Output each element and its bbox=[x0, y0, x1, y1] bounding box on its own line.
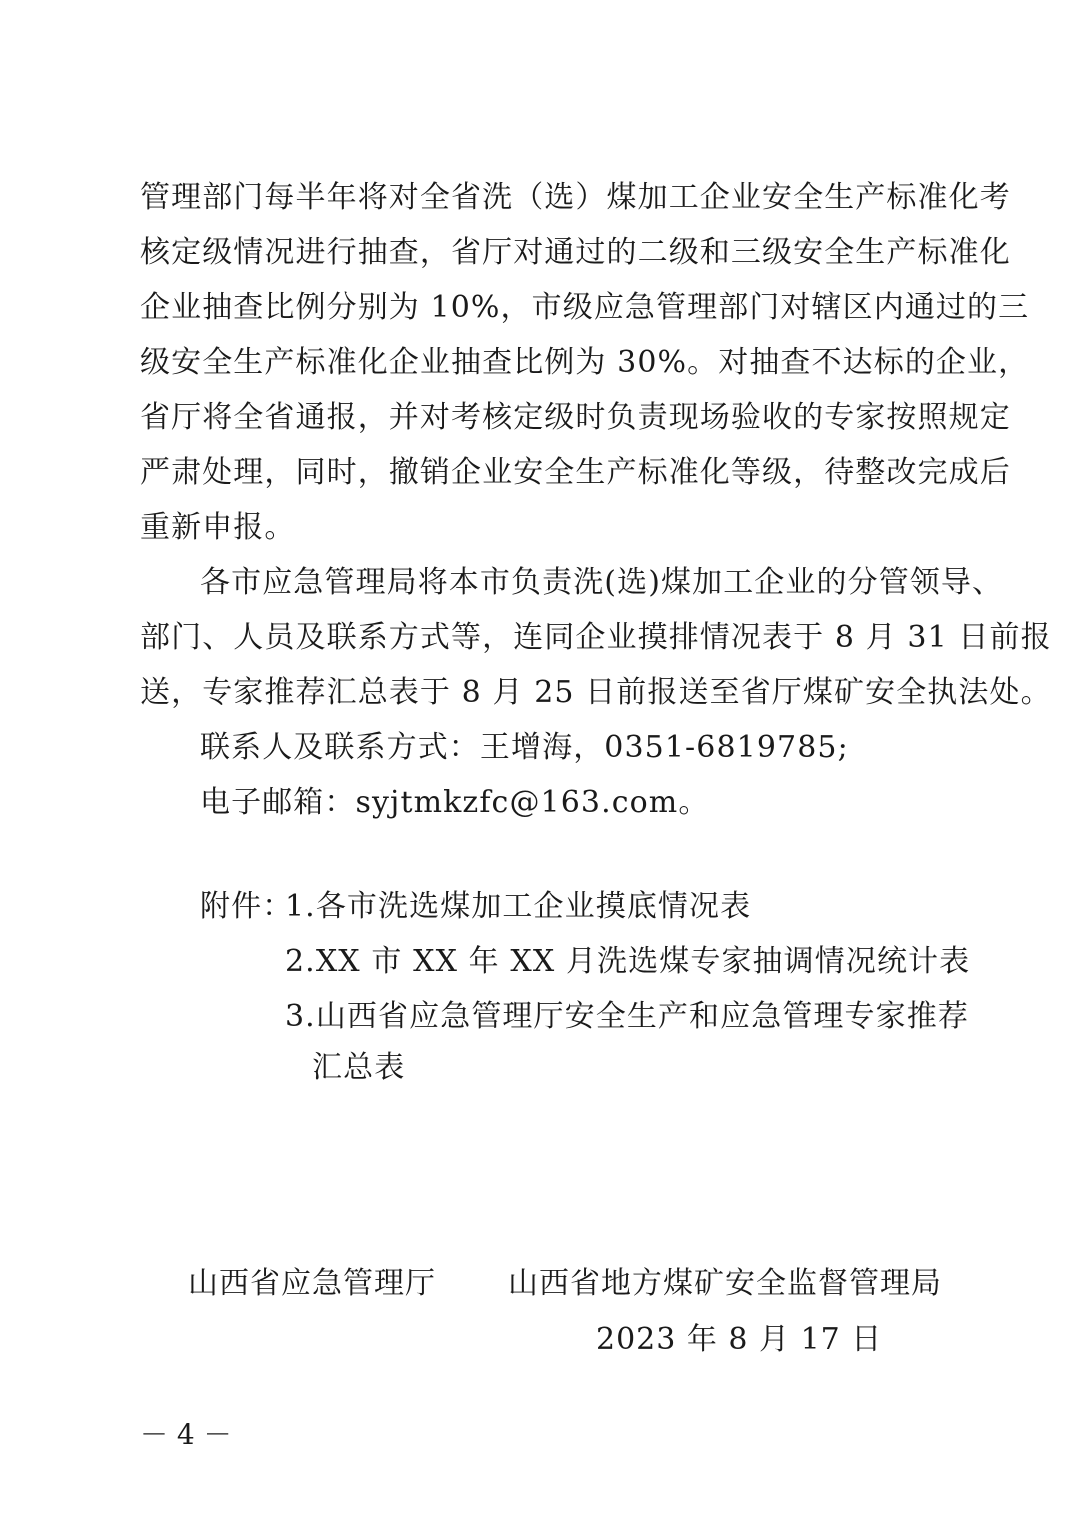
para1-line-5: 省厅将全省通报，并对考核定级时负责现场验收的专家按照规定 bbox=[140, 400, 1011, 435]
page-number: － 4 － bbox=[140, 1418, 232, 1451]
para1-line-1: 管理部门每半年将对全省洗（选）煤加工企业安全生产标准化考 bbox=[140, 180, 1011, 215]
signature-org-coal-safety: 山西省地方煤矿安全监督管理局 bbox=[508, 1266, 942, 1301]
para1-line-3: 企业抽查比例分别为 10%，市级应急管理部门对辖区内通过的三 bbox=[140, 290, 1030, 325]
contact-info: 联系人及联系方式：王增海，0351-6819785; bbox=[200, 730, 849, 765]
para1-line-2: 核定级情况进行抽查，省厅对通过的二级和三级安全生产标准化 bbox=[140, 235, 1011, 270]
para2-line-3: 送，专家推荐汇总表于 8 月 25 日前报送至省厅煤矿安全执法处。 bbox=[140, 675, 1052, 710]
signature-date: 2023 年 8 月 17 日 bbox=[596, 1322, 883, 1357]
attachment-item-3: 3.山西省应急管理厅安全生产和应急管理专家推荐 bbox=[285, 999, 969, 1034]
attachment-item-1: 1.各市洗选煤加工企业摸底情况表 bbox=[285, 889, 752, 924]
email-info: 电子邮箱：syjtmkzfc@163.com。 bbox=[200, 785, 710, 820]
para1-line-6: 严肃处理，同时，撤销企业安全生产标准化等级，待整改完成后 bbox=[140, 455, 1011, 490]
para2-line-1: 各市应急管理局将本市负责洗(选)煤加工企业的分管领导、 bbox=[200, 565, 1004, 600]
para1-line-7: 重新申报。 bbox=[140, 510, 296, 545]
para1-line-4: 级安全生产标准化企业抽查比例为 30%。对抽查不达标的企业， bbox=[140, 345, 1030, 380]
para2-line-2: 部门、人员及联系方式等，连同企业摸排情况表于 8 月 31 日前报 bbox=[140, 620, 1052, 655]
attachments-label: 附件： bbox=[200, 889, 294, 924]
attachment-item-3-continued: 汇总表 bbox=[312, 1050, 406, 1085]
signature-org-emergency: 山西省应急管理厅 bbox=[188, 1266, 436, 1301]
attachment-item-2: 2.XX 市 XX 年 XX 月洗选煤专家抽调情况统计表 bbox=[285, 944, 971, 979]
